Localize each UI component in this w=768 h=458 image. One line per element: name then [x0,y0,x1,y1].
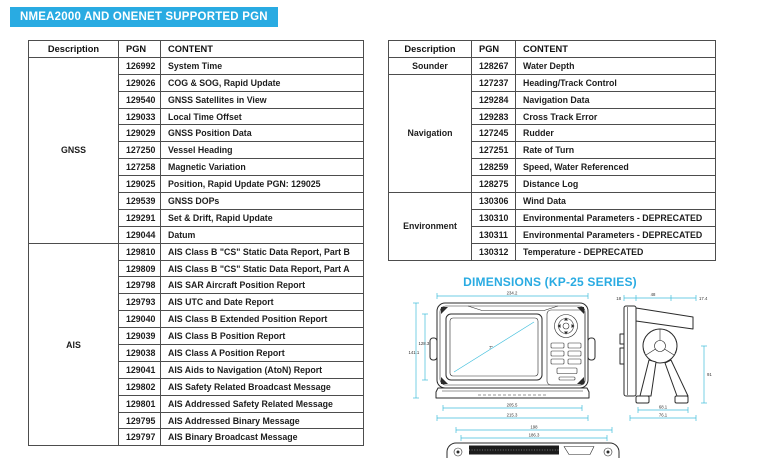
content-cell: Magnetic Variation [161,159,364,176]
table-row [29,57,364,74]
pgn-cell: 129809 [119,260,161,277]
content-cell: Wind Data [516,193,716,210]
dim-label-bottom-outer: 198 [530,424,538,430]
dim-label-side-height: 91 [707,372,712,377]
table-row [389,74,716,91]
content-cell: AIS UTC and Date Report [161,294,364,311]
content-cell: AIS Class B Position Report [161,328,364,345]
dim-label-bottom-inner: 186.3 [528,432,540,438]
content-cell: Datum [161,226,364,243]
pgn-cell: 127258 [119,159,161,176]
column-header-pgn: PGN [472,41,516,58]
content-cell: AIS Binary Broadcast Message [161,429,364,446]
content-cell: Vessel Heading [161,142,364,159]
table-row [29,243,364,260]
pgn-cell: 129801 [119,395,161,412]
content-cell: GNSS Satellites in View [161,91,364,108]
pgn-cell: 129540 [119,91,161,108]
content-cell: AIS Safety Related Broadcast Message [161,378,364,395]
pgn-table-left [28,40,364,446]
content-cell: AIS SAR Aircraft Position Report [161,277,364,294]
pgn-cell: 129041 [119,361,161,378]
pgn-cell: 130312 [472,243,516,260]
pgn-cell: 129291 [119,209,161,226]
pgn-cell: 128267 [472,57,516,74]
column-header-content: CONTENT [516,41,716,58]
pgn-cell: 129283 [472,108,516,125]
content-cell: Local Time Offset [161,108,364,125]
content-cell: Environmental Parameters - DEPRECATED [516,226,716,243]
dimensions-diagram [408,288,738,458]
content-cell: Heading/Track Control [516,74,716,91]
bottom-view [447,425,619,458]
description-cell-navigation: Navigation [389,74,472,192]
content-cell: Cross Track Error [516,108,716,125]
content-cell: Rudder [516,125,716,142]
column-header-content: CONTENT [161,41,364,58]
dim-label-screen-diagonal: 7" [489,345,493,350]
page-title: NMEA2000 AND ONENET SUPPORTED PGN [10,7,278,27]
dim-label-front-bottom-inner: 205.5 [506,402,518,408]
content-cell: System Time [161,57,364,74]
column-header-pgn: PGN [119,41,161,58]
content-cell: AIS Addressed Binary Message [161,412,364,429]
side-view [616,292,712,421]
description-cell-sounder: Sounder [389,57,472,74]
content-cell: COG & SOG, Rapid Update [161,74,364,91]
description-cell-environment: Environment [389,193,472,261]
pgn-cell: 129795 [119,412,161,429]
content-cell: Rate of Turn [516,142,716,159]
column-header-description: Description [29,41,119,58]
pgn-cell: 129038 [119,345,161,362]
dim-label-front-height-outer: 141.1 [408,350,420,355]
content-cell: GNSS Position Data [161,125,364,142]
content-cell: Navigation Data [516,91,716,108]
dim-label-side-top-mid: 48 [650,292,656,298]
content-cell: Environmental Parameters - DEPRECATED [516,209,716,226]
description-cell-ais: AIS [29,243,119,446]
pgn-cell: 129025 [119,176,161,193]
pgn-cell: 127237 [472,74,516,91]
content-cell: AIS Addressed Safety Related Message [161,395,364,412]
pgn-cell: 129810 [119,243,161,260]
dimensions-title: DIMENSIONS (KP-25 SERIES) [463,275,637,289]
dim-label-front-bottom-outer: 215.3 [506,412,518,418]
content-cell: AIS Class A Position Report [161,345,364,362]
pgn-cell: 126992 [119,57,161,74]
table-row [389,193,716,210]
table-row [389,57,716,74]
content-cell: Position, Rapid Update PGN: 129025 [161,176,364,193]
pgn-cell: 130306 [472,193,516,210]
content-cell: Speed, Water Referenced [516,159,716,176]
pgn-cell: 127250 [119,142,161,159]
column-header-description: Description [389,41,472,58]
pgn-cell: 128259 [472,159,516,176]
dim-label-side-top-left: 18 [616,296,621,301]
pgn-cell: 129802 [119,378,161,395]
header-row [389,41,716,58]
pgn-cell: 130311 [472,226,516,243]
content-cell: Water Depth [516,57,716,74]
content-cell: GNSS DOPs [161,193,364,210]
pgn-cell: 129026 [119,74,161,91]
pgn-cell: 129798 [119,277,161,294]
pgn-table-right [388,40,716,261]
dim-label-front-top: 234.2 [506,290,518,296]
dim-label-front-height-inner: 128.3 [418,341,430,346]
content-cell: AIS Class B Extended Position Report [161,311,364,328]
header-row [29,41,364,58]
pgn-cell: 129284 [472,91,516,108]
content-cell: AIS Class B "CS" Static Data Report, Part A [161,260,364,277]
pgn-cell: 129793 [119,294,161,311]
pgn-cell: 129039 [119,328,161,345]
pgn-cell: 129029 [119,125,161,142]
content-cell: Distance Log [516,176,716,193]
pgn-cell: 129040 [119,311,161,328]
content-cell: AIS Class B "CS" Static Data Report, Part B [161,243,364,260]
content-cell: AIS Aids to Navigation (AtoN) Report [161,361,364,378]
pgn-cell: 127245 [472,125,516,142]
dim-label-side-bottom-outer: 76.1 [658,412,668,418]
pgn-cell: 129044 [119,226,161,243]
content-cell: Temperature - DEPRECATED [516,243,716,260]
pgn-cell: 130310 [472,209,516,226]
content-cell: Set & Drift, Rapid Update [161,209,364,226]
front-view [409,291,596,421]
dim-label-side-top-right: 17.4 [699,296,708,301]
dim-label-side-bottom-inner: 68.1 [658,404,668,410]
pgn-cell: 129033 [119,108,161,125]
pgn-cell: 129797 [119,429,161,446]
pgn-cell: 128275 [472,176,516,193]
pgn-cell: 127251 [472,142,516,159]
description-cell-gnss: GNSS [29,57,119,243]
pgn-cell: 129539 [119,193,161,210]
